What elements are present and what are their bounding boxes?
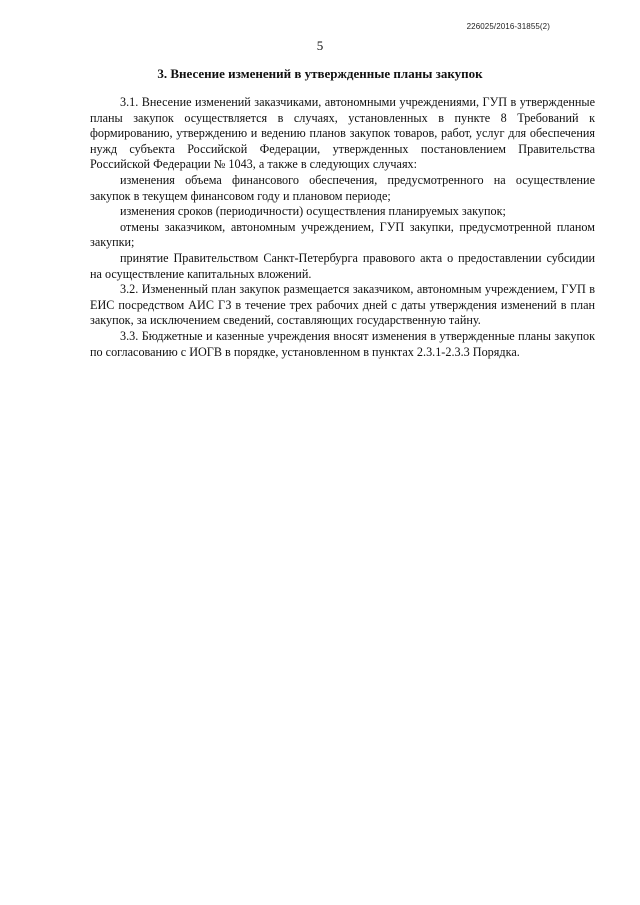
document-registration-number: 226025/2016-31855(2) bbox=[466, 22, 550, 31]
paragraph-3-1: 3.1. Внесение изменений заказчиками, автономными учреждениями, ГУП в утвержденные планы закупок осуществляется в случаях, установленных в пункте 8 Требований к формированию, утверждению и ведению планов закупок товаров, работ, услуг для обеспечения нужд субъекта Российской Федерации, утвержденных постановлением Правительства Российской Федерации № 1043, а также в следующих случаях: bbox=[90, 95, 595, 172]
paragraph-3-3: 3.3. Бюджетные и казенные учреждения вносят изменения в утвержденные планы закупок по согласованию с ИОГВ в порядке, установленном в пунктах 2.3.1-2.3.3 Порядка. bbox=[90, 328, 595, 359]
paragraph-3-2: 3.2. Измененный план закупок размещается заказчиком, автономным учреждением, ГУП в ЕИС посредством АИС ГЗ в течение трех рабочих дней с даты утверждения изменений в план закупок, за исключением сведений, составляющих государственную тайну. bbox=[90, 282, 595, 328]
list-item: принятие Правительством Санкт-Петербурга правового акта о предоставлении субсидии на осуществление капитальных вложений. bbox=[90, 250, 595, 281]
list-item: изменения объема финансового обеспечения, предусмотренного на осуществление закупок в текущем финансовом году и плановом периоде; bbox=[90, 172, 595, 203]
section-heading: 3. Внесение изменений в утвержденные планы закупок bbox=[157, 66, 483, 81]
section-body bbox=[90, 95, 595, 360]
list-item: изменения сроков (периодичности) осуществления планируемых закупок; bbox=[120, 204, 506, 219]
page-number: 5 bbox=[316, 38, 324, 53]
list-item: отмены заказчиком, автономным учреждением, ГУП закупки, предусмотренной планом закупки; bbox=[90, 219, 595, 250]
